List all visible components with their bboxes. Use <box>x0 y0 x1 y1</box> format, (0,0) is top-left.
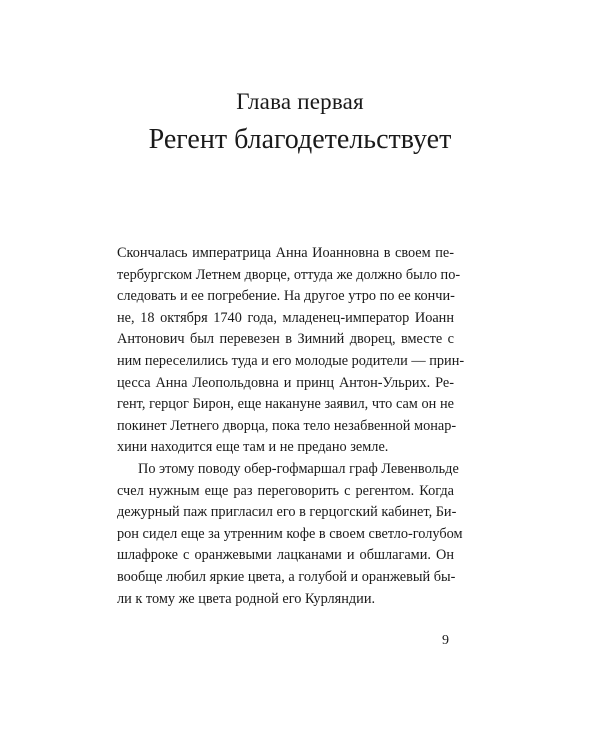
paragraph <box>117 459 463 610</box>
text-line: следовать и ее погребение. На другое утро по ее кончи- <box>117 288 455 305</box>
chapter-number: Глава первая <box>236 89 364 114</box>
text-line: цесса Анна Леопольдовна и принц Антон-Ульрих. Ре- <box>117 374 454 391</box>
text-line: шлафроке с оранжевыми лацканами и обшлагами. Он <box>117 547 454 564</box>
text-line: покинет Летнего дворца, пока тело незабвенной монар- <box>117 417 457 434</box>
paragraph <box>117 243 465 459</box>
page-number: 9 <box>442 633 449 648</box>
chapter-heading <box>0 88 600 158</box>
text-line: вообще любил яркие цвета, а голубой и оранжевый бы- <box>117 568 456 585</box>
body-text <box>117 243 465 610</box>
text-line: хини находится еще там и не предано земле. <box>117 439 389 456</box>
text-line: По этому поводу обер-гофмаршал граф Левенвольде <box>138 460 459 477</box>
text-line: тербургском Летнем дворце, оттуда же должно было по- <box>117 266 461 283</box>
text-line: счел нужным еще раз переговорить с регентом. Когда <box>117 482 454 499</box>
text-line: дежурный паж пригласил его в герцогский кабинет, Би- <box>117 504 457 521</box>
text-line: рон сидел еще за утренним кофе в своем светло-голубом <box>117 525 463 542</box>
text-line: Скончалась императрица Анна Иоанновна в своем пе- <box>117 245 454 261</box>
text-line: Антонович был перевезен в Зимний дворец, вместе с <box>117 331 454 348</box>
text-line: гент, герцог Бирон, еще накануне заявил, что сам он не <box>117 396 454 413</box>
text-line: ним переселились туда и его молодые родители — прин- <box>117 352 465 369</box>
text-line: ли к тому же цвета родной его Курляндии. <box>117 590 376 607</box>
text-line: не, 18 октября 1740 года, младенец-император Иоанн <box>117 309 454 326</box>
chapter-title: Регент благодетельствует <box>148 124 452 155</box>
